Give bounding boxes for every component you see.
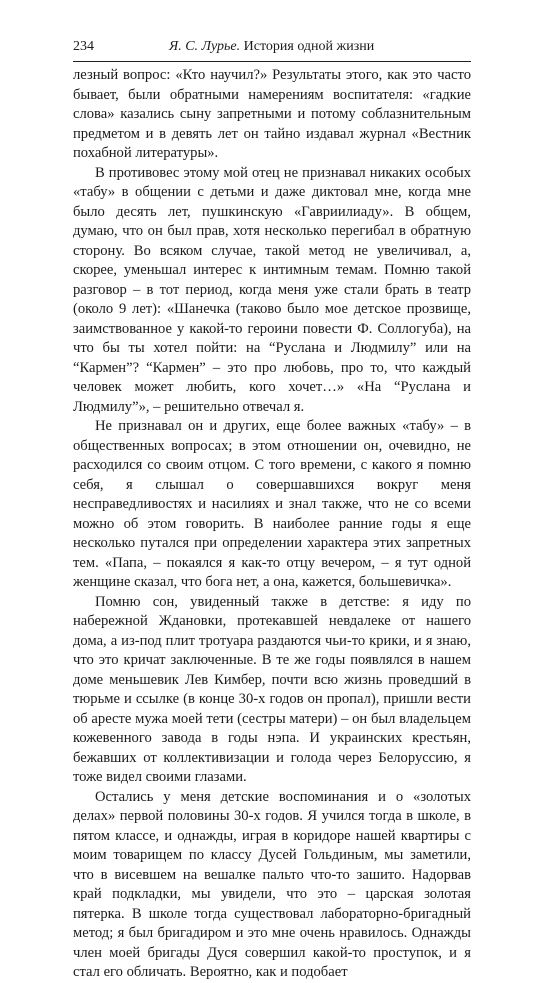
header-rule: [73, 61, 471, 62]
author-name: Я. С. Лурье.: [169, 39, 241, 54]
running-title: [169, 36, 374, 58]
paragraph-3: Не признавал он и других, еще более важных «табу» – в общественных вопросах; в этом отношении он, очевидно, не расходился со своим отцом. С того времени, с какого я помню себя, я слышал о совершавшихся вокруг меня несправедливостях и насилиях и знал также, что не со всеми можно об этом говорить. В наиболее ранние годы я еще несколько путался при определении характера этих запретных тем. «Папа, – покаялся я как-то отцу вечером, – я тут одной женщине сказал, что бога нет, а она, кажется, большевичка».: [73, 418, 471, 590]
running-header: [73, 36, 471, 58]
paragraph-2: В противовес этому мой отец не признавал никаких особых «табу» в общении с детьми и даже диктовал мне, когда мне было десять лет, пушкинскую «Гавриилиаду». В общем, думаю, что он был прав, хотя несколько перегибал в обратную сторону. Во всяком случае, такой метод не увеличивал, а, скорее, уменьшал интерес к интимным темам. Помню такой разговор – в тот период, когда меня уже стали брать в театр (около 9 лет): «Шанечка (таково было мое детское прозвище, заимствованное у какой-то героини повести Ф. Соллогуба), на что бы ты хотел пойти: на “Руслана и Людмилу” или на “Кармен”? “Кармен” – это про любовь, про то, что каждый человек может любить, кого хочет…» «На “Руслана и Людмилу”», – решительно отвечал я.: [73, 164, 471, 415]
page-body: [73, 66, 471, 983]
book-title: История одной жизни: [243, 39, 375, 54]
paragraph-1: лезный вопрос: «Кто научил?» Результаты этого, как это часто бывает, были обратными намерениям воспитателя: «гадкие слова» казались сыну запретными и потому соблазнительным предметом и в девять лет он тайно издавал журнал «Вестник похабной литературы».: [73, 67, 471, 161]
paragraph-4: Помню сон, увиденный также в детстве: я иду по набережной Ждановки, протекавшей невдалеке от нашего дома, а из-под плит тротуара раздаются чьи-то крики, и я знаю, что это кричат заключенные. В те же годы появлялся в нашем доме меньшевик Лев Кимбер, почти всю жизнь проведший в тюрьме и ссылке (в конце 30-х годов он пропал), пришли вести об аресте мужа моей тети (сестры матери) – он был владельцем кожевенного завода в годы нэпа. И украинских крестьян, бежавших от коллективизации и голода через Белоруссию, я тоже видел своими глазами.: [73, 593, 471, 785]
paragraph-5: Остались у меня детские воспоминания и о «золотых делах» первой половины 30-х годов. Я учился тогда в школе, в пятом классе, и однажды, играя в коридоре нашей квартиры с моим товарищем по классу Дусей Гольдиным, мы заметили, что в висевшем на вешалке пальто что-то зашито. Надорвав край подкладки, мы увидели, что это – царская золотая пятерка. В школе тогда существовал лабораторно-бригадный метод; я был бригадиром и это мне очень нравилось. Однажды член моей бригады Дуся совершил какой-то проступок, и я стал его обличать. Вероятно, как и подобает: [73, 788, 471, 980]
page-number: 234: [73, 39, 94, 54]
